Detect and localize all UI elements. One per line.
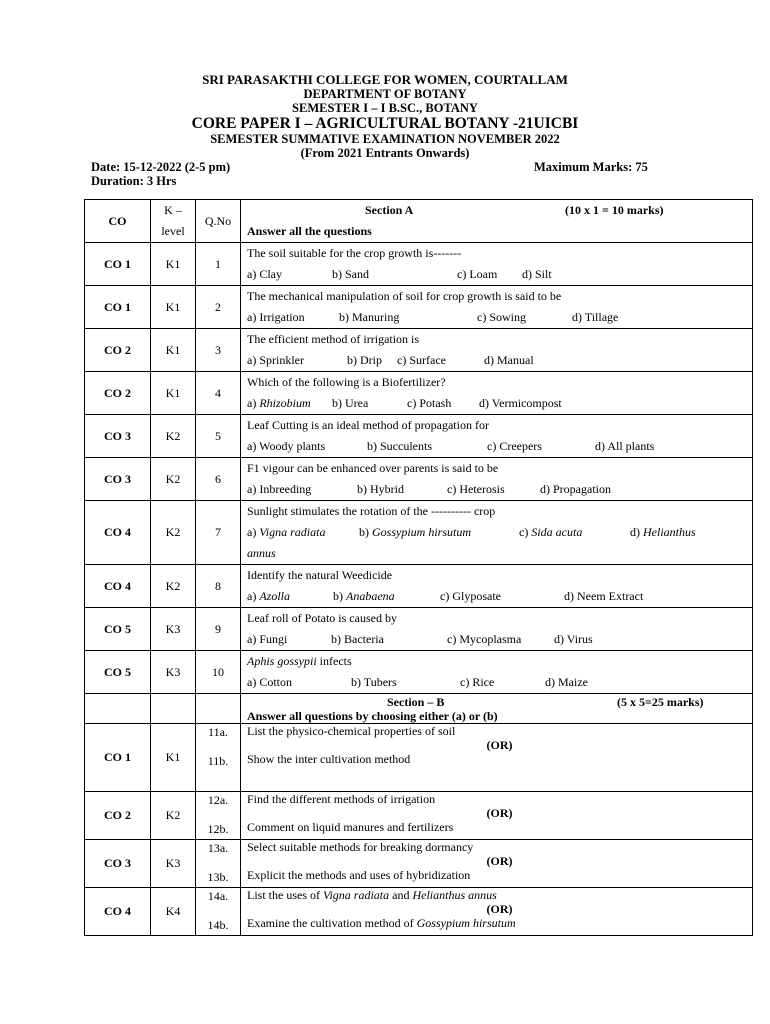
co-cell: CO 2 <box>85 372 151 415</box>
table-row <box>85 501 753 565</box>
co-cell: CO 2 <box>85 792 151 840</box>
option: d) Manual <box>484 353 534 367</box>
option: b) Tubers <box>351 675 397 689</box>
table-row <box>85 458 753 501</box>
question-text: Sunlight stimulates the rotation of the ---------- crop <box>247 504 496 518</box>
exam-duration: Duration: 3 Hrs <box>91 174 177 188</box>
co-cell: CO 3 <box>85 840 151 888</box>
question-number-a: 14a. <box>207 889 229 903</box>
question-text: Leaf roll of Potato is caused by <box>247 611 397 625</box>
or-separator: (OR) <box>486 806 513 820</box>
option: a) Vigna radiata <box>247 525 326 539</box>
options-line <box>247 393 752 414</box>
question-b: Show the inter cultivation method <box>247 752 411 766</box>
question-cell <box>241 458 753 501</box>
question-cell <box>241 888 753 936</box>
option: a) Inbreeding <box>247 482 312 496</box>
option: c) Heterosis <box>447 482 505 496</box>
table-row <box>85 243 753 286</box>
question-cell <box>241 724 753 792</box>
option: a) Fungi <box>247 632 288 646</box>
option: c) Sida acuta <box>519 525 583 539</box>
question-number: 3 <box>196 329 241 372</box>
k-level-cell: K3 <box>151 608 196 651</box>
option: b) Gossypium hirsutum <box>359 525 472 539</box>
option: d) Vermicompost <box>479 396 562 410</box>
option: a) Sprinkler <box>247 353 304 367</box>
question-text: The soil suitable for the crop growth is------- <box>247 246 462 260</box>
option: a) Cotton <box>247 675 292 689</box>
section-a-marks: (10 x 1 = 10 marks) <box>565 203 664 217</box>
section-a-instructions: Answer all the questions <box>247 224 372 238</box>
species-name: Vigna radiata <box>323 888 390 902</box>
option-wrap: annus <box>247 546 276 560</box>
question-number: 2 <box>196 286 241 329</box>
question-cell <box>241 840 753 888</box>
text-run: and <box>389 888 413 902</box>
section-b-title: Section – B <box>387 694 445 709</box>
option: b) Urea <box>332 396 369 410</box>
section-b-marks: (5 x 5=25 marks) <box>617 694 704 709</box>
question-a <box>247 888 752 902</box>
section-a-header <box>241 200 753 243</box>
question-text: Identify the natural Weedicide <box>247 568 393 582</box>
paper-title: CORE PAPER I – AGRICULTURAL BOTANY -21UICBI <box>191 115 579 132</box>
option: b) Succulents <box>367 439 432 453</box>
question-cell <box>241 565 753 608</box>
option: d) Neem Extract <box>564 589 644 603</box>
option: d) Virus <box>554 632 593 646</box>
text-run: Examine the cultivation method of <box>247 916 417 930</box>
or-separator: (OR) <box>486 902 513 916</box>
section-b-instructions: Answer all questions by choosing either (a) or (b) <box>247 708 498 723</box>
co-cell: CO 2 <box>85 329 151 372</box>
question-text: The mechanical manipulation of soil for crop growth is said to be <box>247 289 562 303</box>
co-cell: CO 3 <box>85 458 151 501</box>
option: d) Maize <box>545 675 588 689</box>
species-name: Helianthus annus <box>412 888 497 902</box>
question-cell <box>241 286 753 329</box>
exam-title: SEMESTER SUMMATIVE EXAMINATION NOVEMBER 2022 <box>210 132 560 146</box>
section-b-header-row <box>85 694 753 724</box>
question-number: 8 <box>196 565 241 608</box>
co-cell: CO 5 <box>85 608 151 651</box>
table-row <box>85 608 753 651</box>
question-number-cell <box>196 840 241 888</box>
options-line <box>247 307 752 328</box>
question-cell <box>241 372 753 415</box>
option: c) Creepers <box>487 439 542 453</box>
options-line <box>247 436 752 457</box>
option: c) Loam <box>457 267 498 281</box>
option: c) Mycoplasma <box>447 632 522 646</box>
entrants-line: (From 2021 Entrants Onwards) <box>300 146 470 160</box>
options-line <box>247 479 752 500</box>
question-a: List the physico-chemical properties of soil <box>247 724 456 738</box>
question-cell <box>241 651 753 694</box>
text-run: List the uses of <box>247 888 323 902</box>
question-number: 5 <box>196 415 241 458</box>
question-text: F1 vigour can be enhanced over parents is said to be <box>247 461 499 475</box>
k-level-cell: K1 <box>151 286 196 329</box>
co-cell: CO 3 <box>85 415 151 458</box>
option: d) All plants <box>595 439 655 453</box>
option: a) Azolla <box>247 589 290 603</box>
co-cell: CO 4 <box>85 565 151 608</box>
k-level-cell: K2 <box>151 792 196 840</box>
option: d) Tillage <box>572 310 619 324</box>
question-cell <box>241 329 753 372</box>
k-level-cell: K3 <box>151 840 196 888</box>
options-line <box>247 350 752 371</box>
question-number: 1 <box>196 243 241 286</box>
question-b: Comment on liquid manures and fertilizers <box>247 820 454 834</box>
maximum-marks: Maximum Marks: 75 <box>534 160 648 174</box>
option: a) Clay <box>247 267 282 281</box>
question-number-b: 14b. <box>207 918 229 932</box>
table-row <box>85 792 753 840</box>
co-cell: CO 1 <box>85 286 151 329</box>
option: c) Rice <box>460 675 495 689</box>
question-number-cell <box>196 724 241 792</box>
co-cell: CO 4 <box>85 888 151 936</box>
option: a) Woody plants <box>247 439 326 453</box>
question-cell <box>241 792 753 840</box>
k-level-cell: K2 <box>151 415 196 458</box>
question-number-b: 11b. <box>207 754 229 768</box>
options-line <box>247 522 752 543</box>
co-cell: CO 4 <box>85 501 151 565</box>
question-b: Explicit the methods and uses of hybridization <box>247 868 471 882</box>
species-name: Gossypium hirsutum <box>416 916 516 930</box>
question-number-a: 11a. <box>208 725 228 739</box>
question-text: Which of the following is a Biofertilizer? <box>247 375 446 389</box>
question-text: Leaf Cutting is an ideal method of propagation for <box>247 418 489 432</box>
options-line <box>247 629 752 650</box>
co-cell: CO 5 <box>85 651 151 694</box>
exam-date: Date: 15-12-2022 (2-5 pm) <box>91 160 231 174</box>
question-number: 10 <box>196 651 241 694</box>
k-level-cell: K1 <box>151 372 196 415</box>
question-number: 4 <box>196 372 241 415</box>
option: d) Helianthus <box>630 525 696 539</box>
question-number-a: 13a. <box>207 841 229 855</box>
table-row <box>85 565 753 608</box>
option: a) Rhizobium <box>247 396 311 410</box>
k-level-cell: K1 <box>151 724 196 792</box>
option: b) Manuring <box>339 310 400 324</box>
qno-header: Q.No <box>196 200 241 243</box>
table-row <box>85 329 753 372</box>
table-row <box>85 415 753 458</box>
semester-line: SEMESTER I – I B.SC., BOTANY <box>292 101 478 115</box>
option: b) Anabaena <box>333 589 395 603</box>
table-row <box>85 724 753 792</box>
question-number: 9 <box>196 608 241 651</box>
option: c) Surface <box>397 353 446 367</box>
section-b-header <box>241 694 753 724</box>
question-text: Aphis gossypii infects <box>247 654 352 668</box>
co-cell: CO 1 <box>85 243 151 286</box>
question-a: Find the different methods of irrigation <box>247 792 436 806</box>
option: b) Hybrid <box>357 482 404 496</box>
question-text: The efficient method of irrigation is <box>247 332 420 346</box>
k-level-cell: K1 <box>151 329 196 372</box>
k-level-cell: K3 <box>151 651 196 694</box>
question-cell <box>241 415 753 458</box>
college-name: SRI PARASAKTHI COLLEGE FOR WOMEN, COURTALLAM <box>202 72 568 87</box>
option: b) Sand <box>332 267 369 281</box>
co-header: CO <box>85 200 151 243</box>
table-header-row <box>85 200 753 243</box>
k-level-cell: K2 <box>151 565 196 608</box>
option: c) Potash <box>407 396 452 410</box>
option: b) Drip <box>347 353 382 367</box>
question-number-b: 12b. <box>207 822 229 836</box>
options-line <box>247 672 752 693</box>
question-number-a: 12a. <box>207 793 229 807</box>
option: d) Silt <box>522 267 552 281</box>
option: b) Bacteria <box>331 632 384 646</box>
k-level-header: K – level <box>151 200 196 243</box>
or-separator: (OR) <box>486 738 513 752</box>
question-number: 7 <box>196 501 241 565</box>
k-level-cell: K4 <box>151 888 196 936</box>
question-table <box>84 199 753 936</box>
question-cell <box>241 243 753 286</box>
or-separator: (OR) <box>486 854 513 868</box>
question-b <box>247 916 752 930</box>
table-row <box>85 372 753 415</box>
k-level-cell: K1 <box>151 243 196 286</box>
department-name: DEPARTMENT OF BOTANY <box>303 87 467 101</box>
section-a-title: Section A <box>365 203 414 217</box>
question-number-b: 13b. <box>207 870 229 884</box>
k-level-cell: K2 <box>151 458 196 501</box>
table-row <box>85 840 753 888</box>
question-number-cell <box>196 792 241 840</box>
question-cell <box>241 608 753 651</box>
option: c) Glyposate <box>440 589 501 603</box>
option: a) Irrigation <box>247 310 305 324</box>
table-row <box>85 286 753 329</box>
question-number-cell <box>196 888 241 936</box>
question-cell <box>241 501 753 565</box>
table-row <box>85 651 753 694</box>
options-line <box>247 264 752 285</box>
option: d) Propagation <box>540 482 611 496</box>
options-line <box>247 586 752 607</box>
co-cell: CO 1 <box>85 724 151 792</box>
k-level-cell: K2 <box>151 501 196 565</box>
question-a: Select suitable methods for breaking dormancy <box>247 840 474 854</box>
table-row <box>85 888 753 936</box>
question-number: 6 <box>196 458 241 501</box>
option: c) Sowing <box>477 310 526 324</box>
